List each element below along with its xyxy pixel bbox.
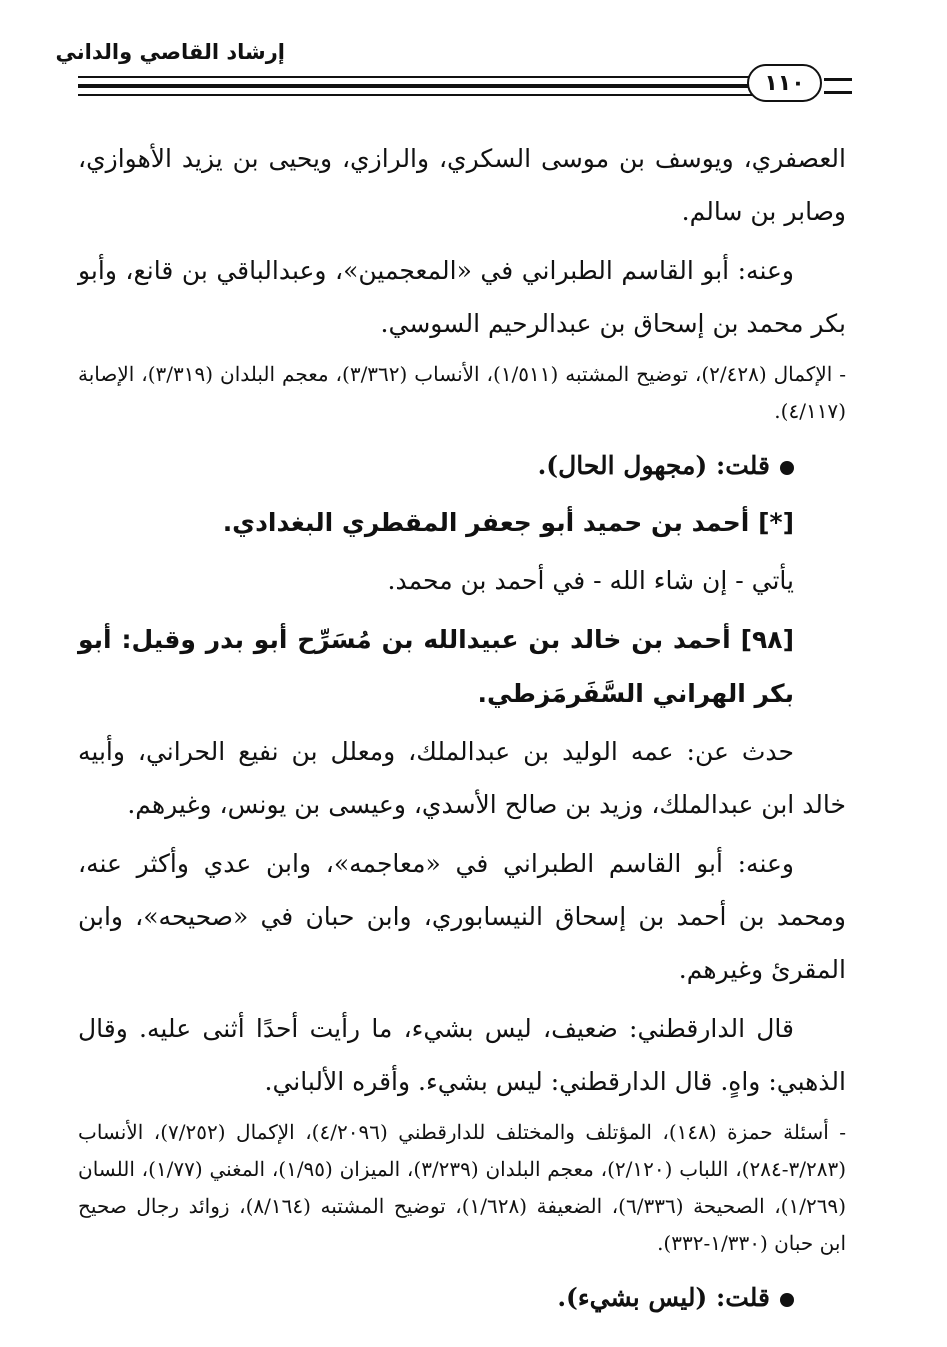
running-title: إرشاد القاصي والداني <box>55 40 285 64</box>
paragraph: حدث عن: عمه الوليد بن عبدالملك، ومعلل بن نفيع الحراني، وأبيه خالد ابن عبدالملك، وزيد بن صالح الأسدي، وعيسى بن يونس، وغيرهم. <box>78 737 846 819</box>
page-body <box>78 132 846 1328</box>
paragraph: قال الدارقطني: ضعيف، ليس بشيء، ما رأيت أحدًا أثنى عليه. وقال الذهبي: واهٍ. قال الدارقطني: ليس بشيء. وأقره الألباني. <box>78 1014 846 1096</box>
note-label: قلت: <box>715 1283 770 1312</box>
footnote-sources: - الإكمال (٢/٤٢٨)، توضيح المشتبه (١/٥١١)، الأنساب (٣/٣٦٢)، معجم البلدان (٣/٣١٩)، الإصابة (٤/١١٧). <box>78 362 846 423</box>
bullet-icon <box>780 461 794 475</box>
header-rule <box>78 84 817 88</box>
note-text: (مجهول الحال). <box>537 451 708 480</box>
editor-note <box>78 1272 846 1324</box>
entry-heading: [*] أحمد بن حميد أبو جعفر المقطري البغدادي. <box>222 508 794 537</box>
entry-heading: [٩٨] أحمد بن خالد بن عبيدالله بن مُسَرِّح أبو بدر وقيل: أبو بكر الهراني السَّفَرمَزطي. <box>78 625 794 708</box>
page-number-frame <box>747 64 822 102</box>
note-text: (ليس بشيء). <box>557 1283 708 1312</box>
footnote-sources: - أسئلة حمزة (١٤٨)، المؤتلف والمختلف للدارقطني (٤/٢٠٩٦)، الإكمال (٧/٢٥٢)، الأنساب (٣/٢٨٣-٢٨٤)، اللباب (٢/١٢٠)، معجم البلدان (٣/٢٣٩)، الميزان (١/٩٥)، المغني (١/٧٧)، اللسان (١/٢٦٩)، الصحيحة (٦/٣٣٦)، الضعيفة (١/٦٢٨)، توضيح المشتبه (٨/١٦٤)، زوائد رجال صحيح ابن حبان (١/٣٣٠-٣٣٢). <box>78 1120 847 1255</box>
paragraph: وعنه: أبو القاسم الطبراني في «المعجمين»، وعبدالباقي بن قانع، وأبو بكر محمد بن إسحاق بن عبدالرحيم السوسي. <box>78 256 846 338</box>
header-ornament <box>824 78 852 94</box>
bullet-icon <box>780 1293 794 1307</box>
header-rule <box>78 76 817 78</box>
paragraph: يأتي - إن شاء الله - في أحمد بن محمد. <box>387 566 794 595</box>
editor-note <box>78 440 846 492</box>
paragraph: وعنه: أبو القاسم الطبراني في «معاجمه»، وابن عدي وأكثر عنه، ومحمد بن أحمد بن إسحاق النيسابوري، وابن حبان في «صحيحه»، وابن المقرئ وغيرهم. <box>78 849 846 984</box>
paragraph: العصفري، ويوسف بن موسى السكري، والرازي، ويحيى بن يزيد الأهوازي، وصابر بن سالم. <box>78 144 846 226</box>
note-label: قلت: <box>715 451 770 480</box>
header-rule <box>78 94 817 96</box>
page-number: ١١٠ <box>764 70 805 96</box>
